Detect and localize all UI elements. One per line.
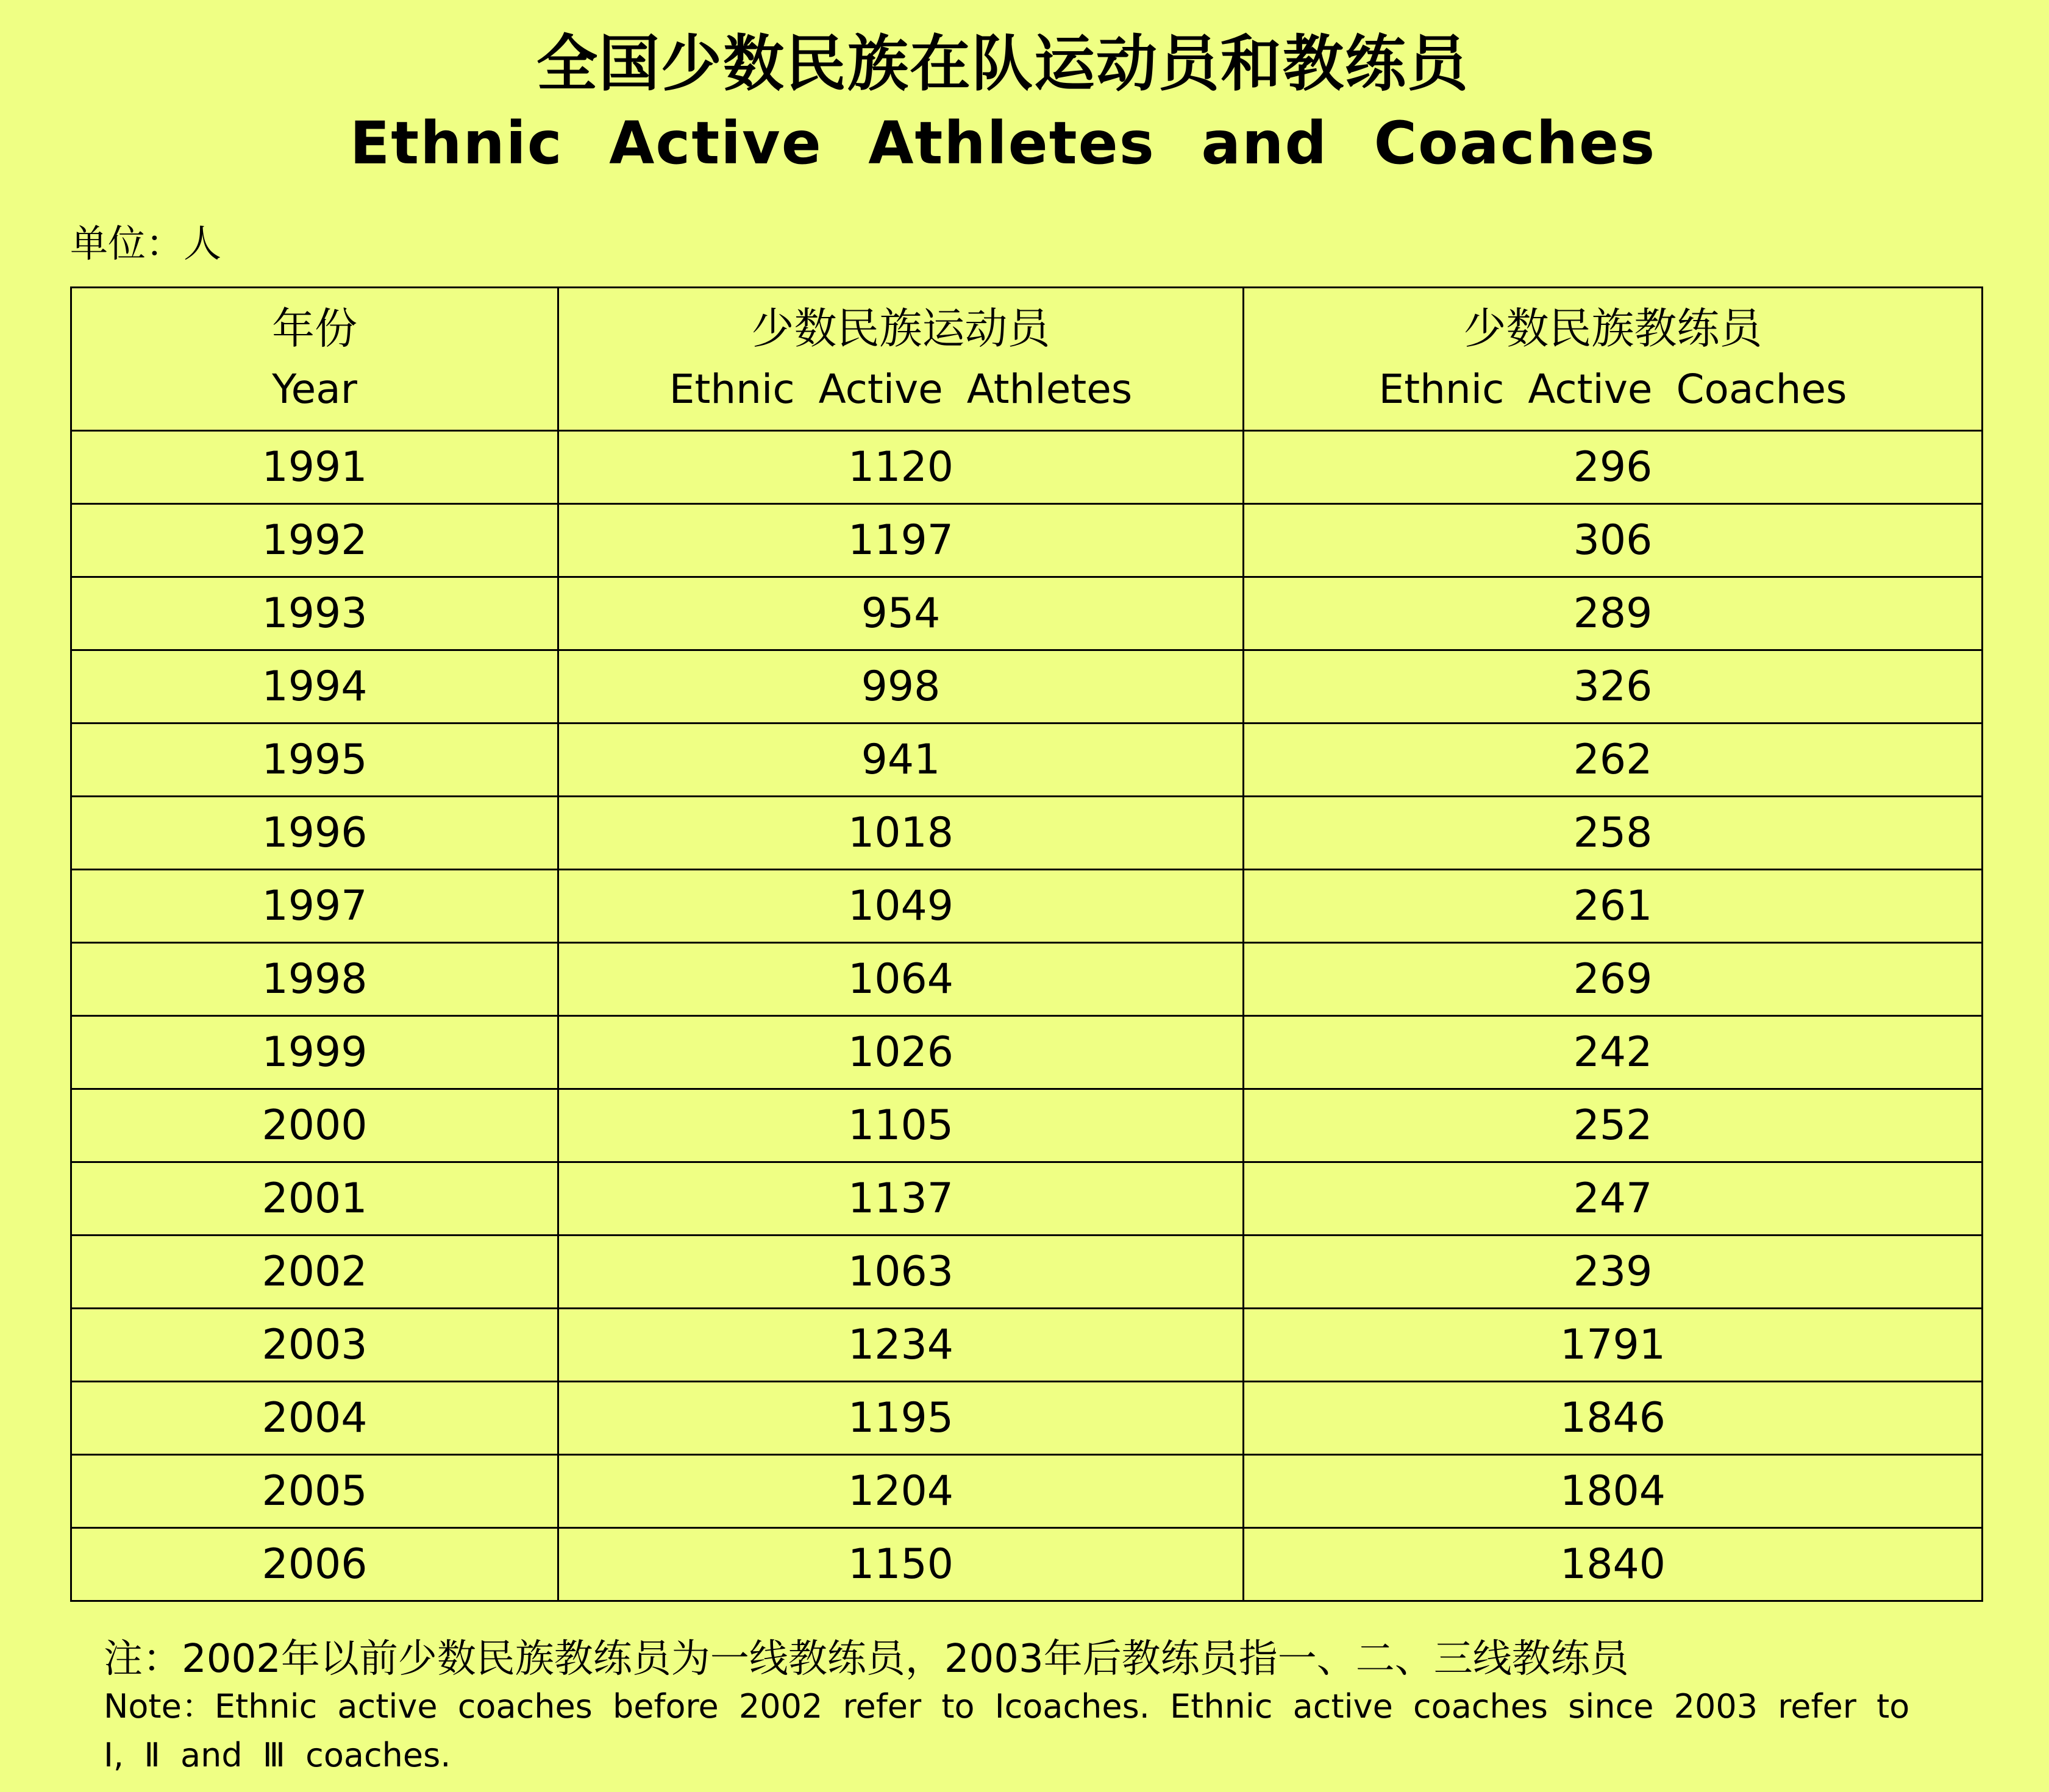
footnote-english: Note：Ethnic active coaches before 2002 refer to Ⅰcoaches. Ethnic active coaches since 2003 refer to Ⅰ, Ⅱ and Ⅲ coaches. [104,1687,1910,1774]
coaches-cell: 1846 [1244,1382,1983,1455]
footnote-chinese: 注：2002年以前少数民族教练员为一线教练员，2003年后教练员指一、二、三线教练员 [104,1637,1629,1682]
year-cell: 2003 [71,1309,558,1382]
page-title-english: Ethnic Active Athletes and Coaches [349,109,1656,177]
year-cell: 2000 [71,1089,558,1162]
table-row [71,577,1983,650]
athletes-cell: 954 [558,577,1244,650]
coaches-cell: 289 [1244,577,1983,650]
year-cell: 2004 [71,1382,558,1455]
header-coaches-en: Ethnic Active Coaches [1378,366,1847,413]
table-row [71,1455,1983,1528]
page-title-chinese: 全国少数民族在队运动员和教练员 [536,28,1469,99]
coaches-cell: 258 [1244,797,1983,870]
table-row [71,1528,1983,1601]
coaches-cell: 261 [1244,870,1983,943]
table-body [71,431,1983,1601]
table-row [71,1382,1983,1455]
year-cell: 1996 [71,797,558,870]
table-row [71,943,1983,1016]
athletes-cell: 1063 [558,1236,1244,1309]
athletes-cell: 998 [558,650,1244,724]
header-athletes-zh: 少数民族运动员 [751,304,1050,354]
coaches-cell: 306 [1244,504,1983,577]
table-row [71,797,1983,870]
coaches-cell: 1804 [1244,1455,1983,1528]
unit-label: 单位：人 [70,221,222,266]
header-coaches-zh: 少数民族教练员 [1463,304,1762,354]
athletes-cell: 1026 [558,1016,1244,1089]
athletes-cell: 1150 [558,1528,1244,1601]
coaches-cell: 247 [1244,1162,1983,1236]
athletes-cell: 1197 [558,504,1244,577]
athletes-cell: 1137 [558,1162,1244,1236]
coaches-cell: 1791 [1244,1309,1983,1382]
coaches-cell: 242 [1244,1016,1983,1089]
table-row [71,724,1983,797]
year-cell: 1997 [71,870,558,943]
athletes-cell: 1049 [558,870,1244,943]
year-cell: 1992 [71,504,558,577]
athletes-cell: 1195 [558,1382,1244,1455]
coaches-cell: 1840 [1244,1528,1983,1601]
year-cell: 2006 [71,1528,558,1601]
athletes-cell: 1018 [558,797,1244,870]
year-cell: 1998 [71,943,558,1016]
coaches-cell: 296 [1244,431,1983,504]
data-table [70,286,1983,1602]
header-year [71,288,558,431]
athletes-cell: 1234 [558,1309,1244,1382]
coaches-cell: 269 [1244,943,1983,1016]
table-header-row [71,288,1983,431]
table-row [71,1162,1983,1236]
table-row [71,650,1983,724]
year-cell: 1994 [71,650,558,724]
year-cell: 1993 [71,577,558,650]
athletes-cell: 1120 [558,431,1244,504]
table-row [71,431,1983,504]
year-cell: 1995 [71,724,558,797]
table-row [71,1309,1983,1382]
table-row [71,1016,1983,1089]
table-row [71,1236,1983,1309]
coaches-cell: 239 [1244,1236,1983,1309]
header-athletes-en: Ethnic Active Athletes [669,366,1133,413]
table-row [71,870,1983,943]
header-year-en: Year [272,366,357,413]
header-year-zh: 年份 [272,304,357,354]
athletes-cell: 1064 [558,943,1244,1016]
header-coaches [1244,288,1983,431]
year-cell: 2002 [71,1236,558,1309]
year-cell: 1991 [71,431,558,504]
athletes-cell: 941 [558,724,1244,797]
coaches-cell: 262 [1244,724,1983,797]
athletes-cell: 1204 [558,1455,1244,1528]
coaches-cell: 252 [1244,1089,1983,1162]
table-row [71,504,1983,577]
athletes-cell: 1105 [558,1089,1244,1162]
header-athletes [558,288,1244,431]
year-cell: 2001 [71,1162,558,1236]
table-row [71,1089,1983,1162]
year-cell: 1999 [71,1016,558,1089]
coaches-cell: 326 [1244,650,1983,724]
year-cell: 2005 [71,1455,558,1528]
